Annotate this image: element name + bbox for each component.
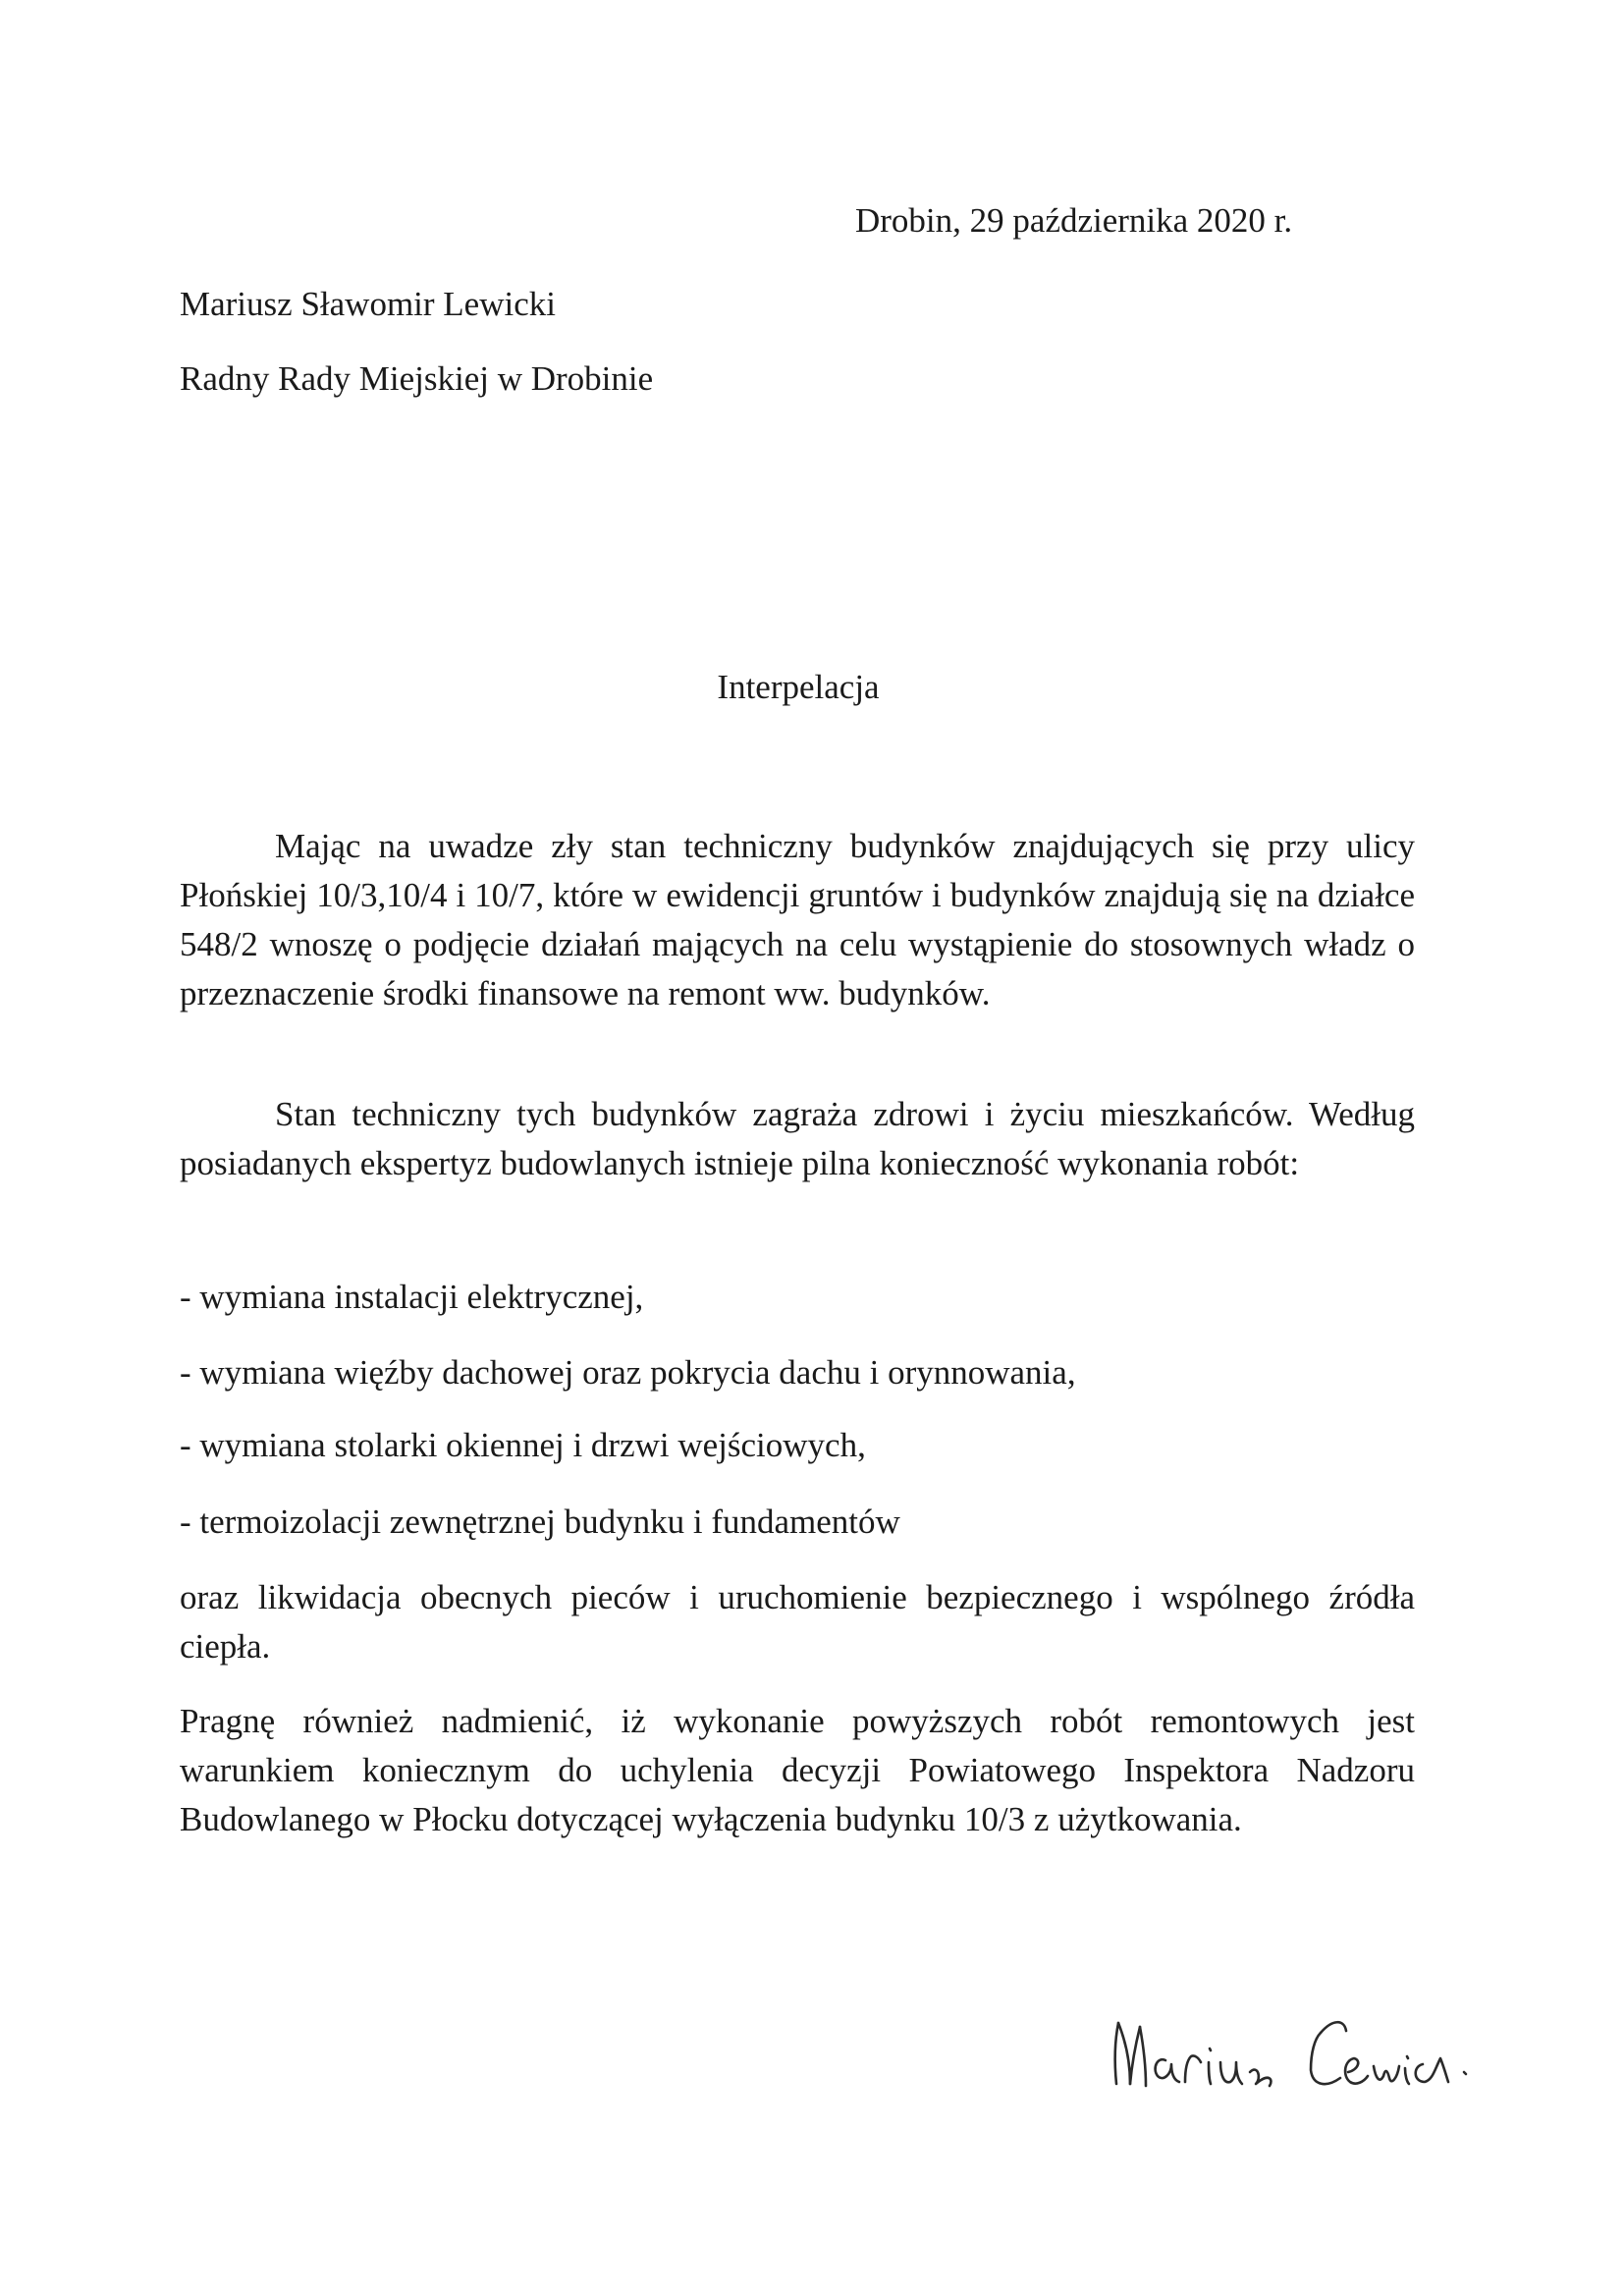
list-item: - termoizolacji zewnętrznej budynku i fundamentów — [180, 1503, 900, 1541]
paragraph-text: Mając na uwadze zły stan techniczny budynków znajdujących się przy ulicy Płońskiej 10/3,10/4 i 10/7, które w ewidencji gruntów i budynków znajdują się na działce 548/2 wnoszę o podjęcie działań mających na celu wystąpienie do stosownych władz o przeznaczenie środki finansowe na remont ww. budynków. — [180, 827, 1415, 1012]
list-item: - wymiana więźby dachowej oraz pokrycia dachu i orynnowania, — [180, 1353, 1076, 1392]
handwritten-signature — [1105, 1974, 1478, 2111]
list-item: - wymiana instalacji elektrycznej, — [180, 1278, 644, 1316]
document-title: Interpelacja — [717, 668, 880, 706]
paragraph-text: Pragnę również nadmienić, iż wykonanie powyższych robót remontowych jest warunkiem koniecznym do uchylenia decyzji Powiatowego Inspektora Nadzoru Budowlanego w Płocku dotyczącej wyłączenia budynku 10/3 z użytkowania. — [180, 1702, 1415, 1838]
list-item: - wymiana stolarki okiennej i drzwi wejściowych, — [180, 1426, 866, 1464]
sender-role: Radny Rady Miejskiej w Drobinie — [180, 359, 654, 398]
body-paragraph — [180, 822, 1415, 1018]
body-paragraph — [180, 1090, 1415, 1188]
sender-name: Mariusz Sławomir Lewicki — [180, 285, 556, 323]
closing-paragraph — [180, 1573, 1415, 1671]
paragraph-text: Stan techniczny tych budynków zagraża zdrowi i życiu mieszkańców. Według posiadanych ekspertyz budowlanych istnieje pilna konieczność wykonania robót: — [180, 1095, 1415, 1182]
place-and-date: Drobin, 29 października 2020 r. — [855, 201, 1293, 240]
paragraph-text: oraz likwidacja obecnych pieców i uruchomienie bezpiecznego i wspólnego źródła ciepła. — [180, 1578, 1415, 1666]
closing-paragraph — [180, 1697, 1415, 1844]
